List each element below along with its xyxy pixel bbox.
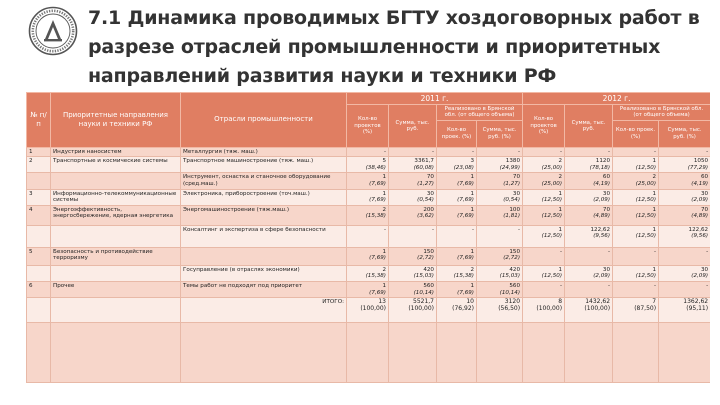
cell-industry: Консалтинг и экспертиза в сфере безопасности <box>181 225 347 247</box>
cell-value: 2 (25,00) <box>613 173 659 189</box>
col-header-bcount-2012: Кол-во проек. (%) <box>613 120 659 147</box>
cell-value: 60 (4,19) <box>565 173 613 189</box>
cell-value: 30 (2,09) <box>565 265 613 281</box>
cell-value: 1 (12,50) <box>613 205 659 225</box>
col-header-bryansk-2011: Реализовано в Брянской обл. (от общего объема) <box>437 105 523 121</box>
col-header-sum-2011: Сумма, тыс. руб. <box>389 105 437 148</box>
cell-industry: Энергомашиностроение (тяж.маш.) <box>181 205 347 225</box>
total-label: ИТОГО: <box>181 298 347 323</box>
cell-value: 70 (1,27) <box>389 173 437 189</box>
cell-value: 3361,7 (60,08) <box>389 157 437 173</box>
cell-direction <box>51 265 181 281</box>
cell-value: - <box>659 281 710 297</box>
cell-direction: Безопасность и противодействие терроризму <box>51 247 181 265</box>
cell-value: 420 (15,03) <box>477 265 523 281</box>
col-header-count-2011: Кол-во проектов (%) <box>347 105 389 148</box>
table-row <box>27 173 711 189</box>
cell-total-value: 1432,62 (100,00) <box>565 298 613 323</box>
cell-industry <box>181 247 347 265</box>
cell-value: - <box>613 147 659 157</box>
cell-value: 1 (7,69) <box>347 189 389 205</box>
col-header-bryansk-2012: Реализовано в Брянской обл. (от общего объема) <box>613 105 710 121</box>
cell-value: 1 (7,69) <box>437 281 477 297</box>
cell-value: 2 (25,00) <box>523 173 565 189</box>
cell-value: 5 (38,46) <box>347 157 389 173</box>
table-row <box>27 281 711 297</box>
col-header-year-2011: 2011 г. <box>347 93 523 105</box>
cell-total-value: 8 (100,00) <box>523 298 565 323</box>
cell-total-value: 13 (100,00) <box>347 298 389 323</box>
cell-num: 5 <box>27 247 51 265</box>
cell-num: 1 <box>27 147 51 157</box>
cell-value: 1120 (78,18) <box>565 157 613 173</box>
cell-direction: Прочее <box>51 281 181 297</box>
cell-value: 70 (4,89) <box>565 205 613 225</box>
cell-num <box>27 173 51 189</box>
cell-value: 60 (4,19) <box>659 173 710 189</box>
cell-value: 1 (7,69) <box>347 173 389 189</box>
cell-num: 6 <box>27 281 51 297</box>
col-header-bsum-2012: Сумма, тыс. руб. (%) <box>659 120 710 147</box>
cell-value: - <box>437 147 477 157</box>
col-header-count-2012: Кол-во проектов (%) <box>523 105 565 148</box>
cell-value: 1 (7,69) <box>437 173 477 189</box>
table-row <box>27 225 711 247</box>
cell-value: 1 (12,50) <box>523 205 565 225</box>
cell-value: - <box>565 147 613 157</box>
cell-value: - <box>565 247 613 265</box>
cell-num: 4 <box>27 205 51 225</box>
cell-value: 1 (7,69) <box>437 189 477 205</box>
cell-value: 200 (3,62) <box>389 205 437 225</box>
table-row <box>27 265 711 281</box>
cell-total-value: 1362,62 (95,11) <box>659 298 710 323</box>
cell-value: 1 (12,50) <box>613 225 659 247</box>
cell-value: 1 (12,50) <box>523 225 565 247</box>
cell-value: 150 (2,72) <box>389 247 437 265</box>
cell-value: 30 (2,09) <box>565 189 613 205</box>
cell-value: 100 (1,81) <box>477 205 523 225</box>
cell-industry: Транспортное машиностроение (тяж. маш.) <box>181 157 347 173</box>
cell-value: 2 (25,00) <box>523 157 565 173</box>
table-row <box>27 147 711 157</box>
cell-value: 122,62 (9,56) <box>565 225 613 247</box>
cell-direction: Транспортные и космические системы <box>51 157 181 173</box>
cell-value: - <box>523 281 565 297</box>
cell-value: 1 (12,50) <box>523 189 565 205</box>
cell-num: 3 <box>27 189 51 205</box>
cell-industry: Темы работ не подходят под приоритет <box>181 281 347 297</box>
cell-direction: Информационно-телекоммуникационные системы <box>51 189 181 205</box>
cell-value: 1 (7,69) <box>347 281 389 297</box>
cell-value: 420 (15,03) <box>389 265 437 281</box>
cell-value: 1 (7,69) <box>347 247 389 265</box>
table-row <box>27 157 711 173</box>
cell-value: 560 (10,14) <box>389 281 437 297</box>
col-header-sum-2012: Сумма, тыс. руб. <box>565 105 613 148</box>
table-row <box>27 247 711 265</box>
col-header-year-2012: 2012 г. <box>523 93 710 105</box>
cell-value: 30 (0,54) <box>477 189 523 205</box>
cell-num <box>27 225 51 247</box>
cell-value: 150 (2,72) <box>477 247 523 265</box>
total-row <box>27 298 711 323</box>
cell-value: 30 (0,54) <box>389 189 437 205</box>
cell-total-value: 3120 (56,50) <box>477 298 523 323</box>
cell-direction <box>51 225 181 247</box>
table-row-empty <box>27 323 711 383</box>
col-header-num: № п/п <box>27 93 51 148</box>
cell-total-value: 7 (87,50) <box>613 298 659 323</box>
cell-value: - <box>565 281 613 297</box>
cell-value: 122,62 (9,56) <box>659 225 710 247</box>
cell-value: 1 (12,50) <box>613 265 659 281</box>
cell-direction: Энергоэффективность, энергосбережение, ядерная энергетика <box>51 205 181 225</box>
cell-value: - <box>659 247 710 265</box>
cell-value: 2 (15,38) <box>347 205 389 225</box>
col-header-bsum-2011: Сумма, тыс. руб. (%) <box>477 120 523 147</box>
cell-value: 1050 (77,29) <box>659 157 710 173</box>
col-header-bcount-2011: Кол-во проек. (%) <box>437 120 477 147</box>
cell-value: 30 (2,09) <box>659 189 710 205</box>
col-header-direction: Приоритетные направления науки и техники РФ <box>51 93 181 148</box>
cell-industry: Инструмент, оснастка и станочное оборудование (сред.маш.) <box>181 173 347 189</box>
cell-value: 1 (12,50) <box>523 265 565 281</box>
cell-value: - <box>523 247 565 265</box>
cell-value: - <box>477 225 523 247</box>
cell-value: - <box>347 225 389 247</box>
cell-total-value: 10 (76,92) <box>437 298 477 323</box>
cell-value: 1 (12,50) <box>613 189 659 205</box>
cell-value: - <box>437 225 477 247</box>
cell-total-value: 5521,7 (100,00) <box>389 298 437 323</box>
cell-direction: Индустрия наносистем <box>51 147 181 157</box>
cell-value: 560 (10,14) <box>477 281 523 297</box>
cell-industry: Электроника, приборостроение (точ.маш.) <box>181 189 347 205</box>
page-title: 7.1 Динамика проводимых БГТУ хоздоговорных работ в разрезе отраслей промышленности и приоритетных направлений развития науки и техники РФ <box>88 7 700 87</box>
cell-value: 70 (1,27) <box>477 173 523 189</box>
cell-num: 2 <box>27 157 51 173</box>
cell-value: 1 (7,69) <box>437 247 477 265</box>
cell-value: 1 (12,50) <box>613 157 659 173</box>
cell-value: 30 (2,09) <box>659 265 710 281</box>
cell-value: - <box>477 147 523 157</box>
table-row <box>27 189 711 205</box>
cell-industry: Металлургия (тяж. маш.) <box>181 147 347 157</box>
cell-value: - <box>523 147 565 157</box>
cell-value: 70 (4,89) <box>659 205 710 225</box>
cell-value: 2 (15,38) <box>437 265 477 281</box>
cell-value: - <box>613 281 659 297</box>
cell-value: 3 (23,08) <box>437 157 477 173</box>
table-row <box>27 205 711 225</box>
cell-value: - <box>613 247 659 265</box>
cell-value: - <box>389 225 437 247</box>
cell-value: - <box>347 147 389 157</box>
cell-value: 1380 (24,99) <box>477 157 523 173</box>
cell-value: - <box>659 147 710 157</box>
cell-value: 1 (7,69) <box>437 205 477 225</box>
col-header-industry: Отрасли промышленности <box>181 93 347 148</box>
cell-num <box>27 265 51 281</box>
cell-value: - <box>389 147 437 157</box>
university-seal-icon <box>28 6 78 56</box>
cell-industry: Госуправление (в отраслях экономики) <box>181 265 347 281</box>
cell-value: 2 (15,38) <box>347 265 389 281</box>
hozdogovor-table-container <box>26 92 710 405</box>
cell-direction <box>51 173 181 189</box>
hozdogovor-table <box>26 92 710 383</box>
